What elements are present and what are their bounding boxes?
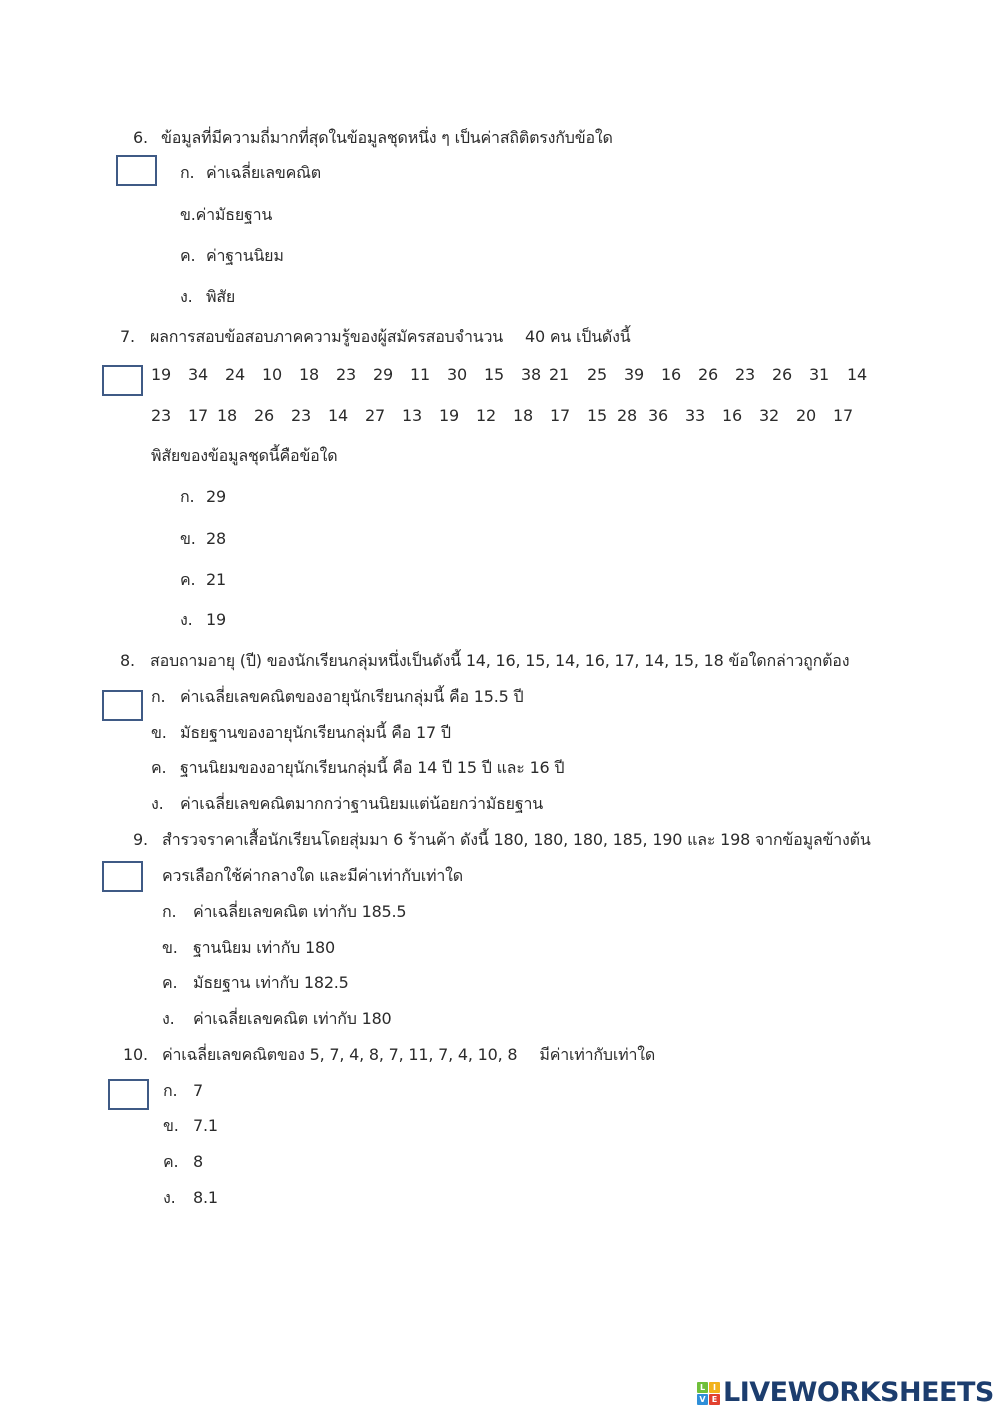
option-letter: ง. — [180, 610, 193, 629]
q7-option-b — [180, 528, 226, 550]
option-letter: ง. — [162, 1009, 175, 1028]
data-value: 36 — [648, 406, 668, 425]
data-value: 32 — [759, 406, 779, 425]
question-number: 7. — [120, 327, 135, 346]
q10-option-d — [163, 1187, 218, 1209]
data-value: 31 — [809, 365, 829, 384]
question-text: สำรวจราคาเสื้อนักเรียนโดยสุ่มมา 6 ร้านค้า ดังนี้ 180, 180, 180, 185, 190 และ 198 จากข้อมูลข้างต้น — [162, 830, 871, 849]
data-value: 16 — [722, 406, 742, 425]
data-value: 15 — [484, 365, 504, 384]
option-text: ฐานนิยม เท่ากับ 180 — [193, 938, 335, 957]
q7-option-a — [180, 486, 226, 508]
question-8-prompt — [120, 650, 849, 672]
data-value: 28 — [617, 406, 637, 425]
option-text: 7.1 — [193, 1116, 218, 1135]
q9-prompt-line-2: ควรเลือกใช้ค่ากลางใด และมีค่าเท่ากับเท่าใด — [162, 866, 463, 885]
option-text: 19 — [206, 610, 226, 629]
question-text: ผลการสอบข้อสอบภาคความรู้ของผู้สมัครสอบจำนวน — [150, 327, 503, 346]
question-text: สอบถามอายุ (ปี) ของนักเรียนกลุ่มหนึ่งเป็นดังนี้ 14, 16, 15, 14, 16, 17, 14, 15, 18 ข้อใดกล่าวถูกต้อง — [150, 651, 850, 670]
option-text: มัธยฐานของอายุนักเรียนกลุ่มนี้ คือ 17 ปี — [180, 723, 451, 742]
data-value: 25 — [587, 365, 607, 384]
option-letter: ค. — [151, 758, 167, 777]
q7-data-row-2 — [151, 405, 853, 427]
q9-option-a — [162, 901, 406, 923]
data-value: 19 — [439, 406, 459, 425]
logo-block-v: V — [697, 1394, 708, 1405]
data-value: 27 — [365, 406, 385, 425]
option-text: ค่าเฉลี่ยเลขคณิต เท่ากับ 180 — [193, 1009, 392, 1028]
option-text: ฐานนิยมของอายุนักเรียนกลุ่มนี้ คือ 14 ปี 15 ปี และ 16 ปี — [180, 758, 565, 777]
q8-option-d — [151, 793, 543, 815]
q6-option-d — [180, 286, 235, 308]
data-value: 18 — [299, 365, 319, 384]
data-value: 10 — [262, 365, 282, 384]
q7-option-d — [180, 609, 226, 631]
option-letter: ข. — [180, 205, 196, 224]
q6-option-c — [180, 245, 284, 267]
data-value: 20 — [796, 406, 816, 425]
data-value: 26 — [254, 406, 274, 425]
answer-box-q9[interactable] — [102, 861, 143, 892]
q8-option-c — [151, 757, 564, 779]
logo-block-l: L — [697, 1382, 708, 1393]
option-text: 8 — [193, 1152, 203, 1171]
data-value: 26 — [772, 365, 792, 384]
q10-option-c — [163, 1151, 203, 1173]
data-value: 11 — [410, 365, 430, 384]
data-value: 23 — [291, 406, 311, 425]
data-value: 18 — [513, 406, 533, 425]
option-letter: ง. — [163, 1188, 176, 1207]
option-text: 8.1 — [193, 1188, 218, 1207]
data-value: 21 — [549, 365, 569, 384]
data-value: 33 — [685, 406, 705, 425]
data-value: 29 — [373, 365, 393, 384]
option-letter: ก. — [180, 487, 195, 506]
liveworksheets-logo — [697, 1378, 994, 1408]
q6-option-b — [180, 204, 272, 226]
logo-block-i: I — [709, 1382, 720, 1393]
q7-subquestion: พิสัยของข้อมูลชุดนี้คือข้อใด — [151, 446, 338, 465]
question-6-prompt — [133, 127, 613, 149]
data-value: 12 — [476, 406, 496, 425]
q9-option-d — [162, 1008, 392, 1030]
q9-option-c — [162, 972, 349, 994]
option-letter: ง. — [180, 287, 193, 306]
option-text: พิสัย — [206, 287, 236, 306]
option-text: 29 — [206, 487, 226, 506]
option-letter: ข. — [162, 938, 178, 957]
data-value: 13 — [402, 406, 422, 425]
option-letter: ข. — [151, 723, 167, 742]
option-text: 7 — [193, 1081, 203, 1100]
option-text: ค่ามัธยฐาน — [195, 205, 273, 224]
option-text: มัธยฐาน เท่ากับ 182.5 — [193, 973, 349, 992]
option-letter: ก. — [163, 1081, 178, 1100]
option-letter: ค. — [180, 570, 196, 589]
option-text: ค่าฐานนิยม — [206, 246, 284, 265]
option-letter: ค. — [162, 973, 178, 992]
data-value: 23 — [336, 365, 356, 384]
option-text: ค่าเฉลี่ยเลขคณิตมากกว่าฐานนิยมแต่น้อยกว่ามัธยฐาน — [180, 794, 543, 813]
question-number: 6. — [133, 128, 148, 147]
data-value: 17 — [833, 406, 853, 425]
question-text-suffix: มีค่าเท่ากับเท่าใด — [539, 1045, 656, 1064]
question-7-prompt — [120, 326, 630, 348]
question-number: 8. — [120, 651, 135, 670]
data-value: 15 — [587, 406, 607, 425]
data-value: 39 — [624, 365, 644, 384]
option-letter: ง. — [151, 794, 164, 813]
data-value: 23 — [151, 406, 171, 425]
option-text: 28 — [206, 529, 226, 548]
option-letter: ข. — [163, 1116, 179, 1135]
question-10-prompt — [123, 1044, 655, 1066]
answer-box-q7[interactable] — [102, 365, 143, 396]
logo-text: LIVEWORKSHEETS — [723, 1377, 994, 1408]
q8-option-a — [151, 686, 523, 708]
question-count: 40 คน เป็นดังนี้ — [525, 327, 631, 346]
option-letter: ค. — [180, 246, 196, 265]
option-letter: ค. — [163, 1152, 179, 1171]
data-value: 18 — [217, 406, 237, 425]
q10-option-b — [163, 1115, 218, 1137]
option-letter: ก. — [162, 902, 177, 921]
data-value: 30 — [447, 365, 467, 384]
option-text: ค่าเฉลี่ยเลขคณิตของอายุนักเรียนกลุ่มนี้ คือ 15.5 ปี — [180, 687, 524, 706]
data-value: 17 — [550, 406, 570, 425]
option-letter: ข. — [180, 529, 196, 548]
option-text: ค่าเฉลี่ยเลขคณิต — [206, 163, 321, 182]
option-text: ค่าเฉลี่ยเลขคณิต เท่ากับ 185.5 — [193, 902, 407, 921]
data-value: 38 — [521, 365, 541, 384]
data-value: 26 — [698, 365, 718, 384]
q7-option-c — [180, 569, 226, 591]
data-value: 16 — [661, 365, 681, 384]
data-value: 23 — [735, 365, 755, 384]
question-text: ค่าเฉลี่ยเลขคณิตของ 5, 7, 4, 8, 7, 11, 7, 4, 10, 8 — [162, 1045, 518, 1064]
data-value: 17 — [188, 406, 208, 425]
q6-option-a — [180, 162, 321, 184]
data-value: 14 — [328, 406, 348, 425]
question-text: ข้อมูลที่มีความถี่มากที่สุดในข้อมูลชุดหนึ่ง ๆ เป็นค่าสถิติตรงกับข้อใด — [161, 128, 613, 147]
data-value: 24 — [225, 365, 245, 384]
option-text: 21 — [206, 570, 226, 589]
data-value: 34 — [188, 365, 208, 384]
data-value: 14 — [847, 365, 867, 384]
q8-option-b — [151, 722, 451, 744]
q9-option-b — [162, 937, 335, 959]
option-letter: ก. — [151, 687, 166, 706]
answer-box-q6[interactable] — [116, 155, 157, 186]
q7-data-row-1 — [151, 364, 867, 386]
answer-box-q10[interactable] — [108, 1079, 149, 1110]
question-9-prompt — [133, 829, 871, 851]
logo-icon — [697, 1382, 720, 1405]
logo-block-e: E — [709, 1394, 720, 1405]
answer-box-q8[interactable] — [102, 690, 143, 721]
data-value: 19 — [151, 365, 171, 384]
q10-option-a — [163, 1080, 203, 1102]
option-letter: ก. — [180, 163, 195, 182]
question-number: 10. — [123, 1045, 148, 1064]
question-number: 9. — [133, 830, 148, 849]
